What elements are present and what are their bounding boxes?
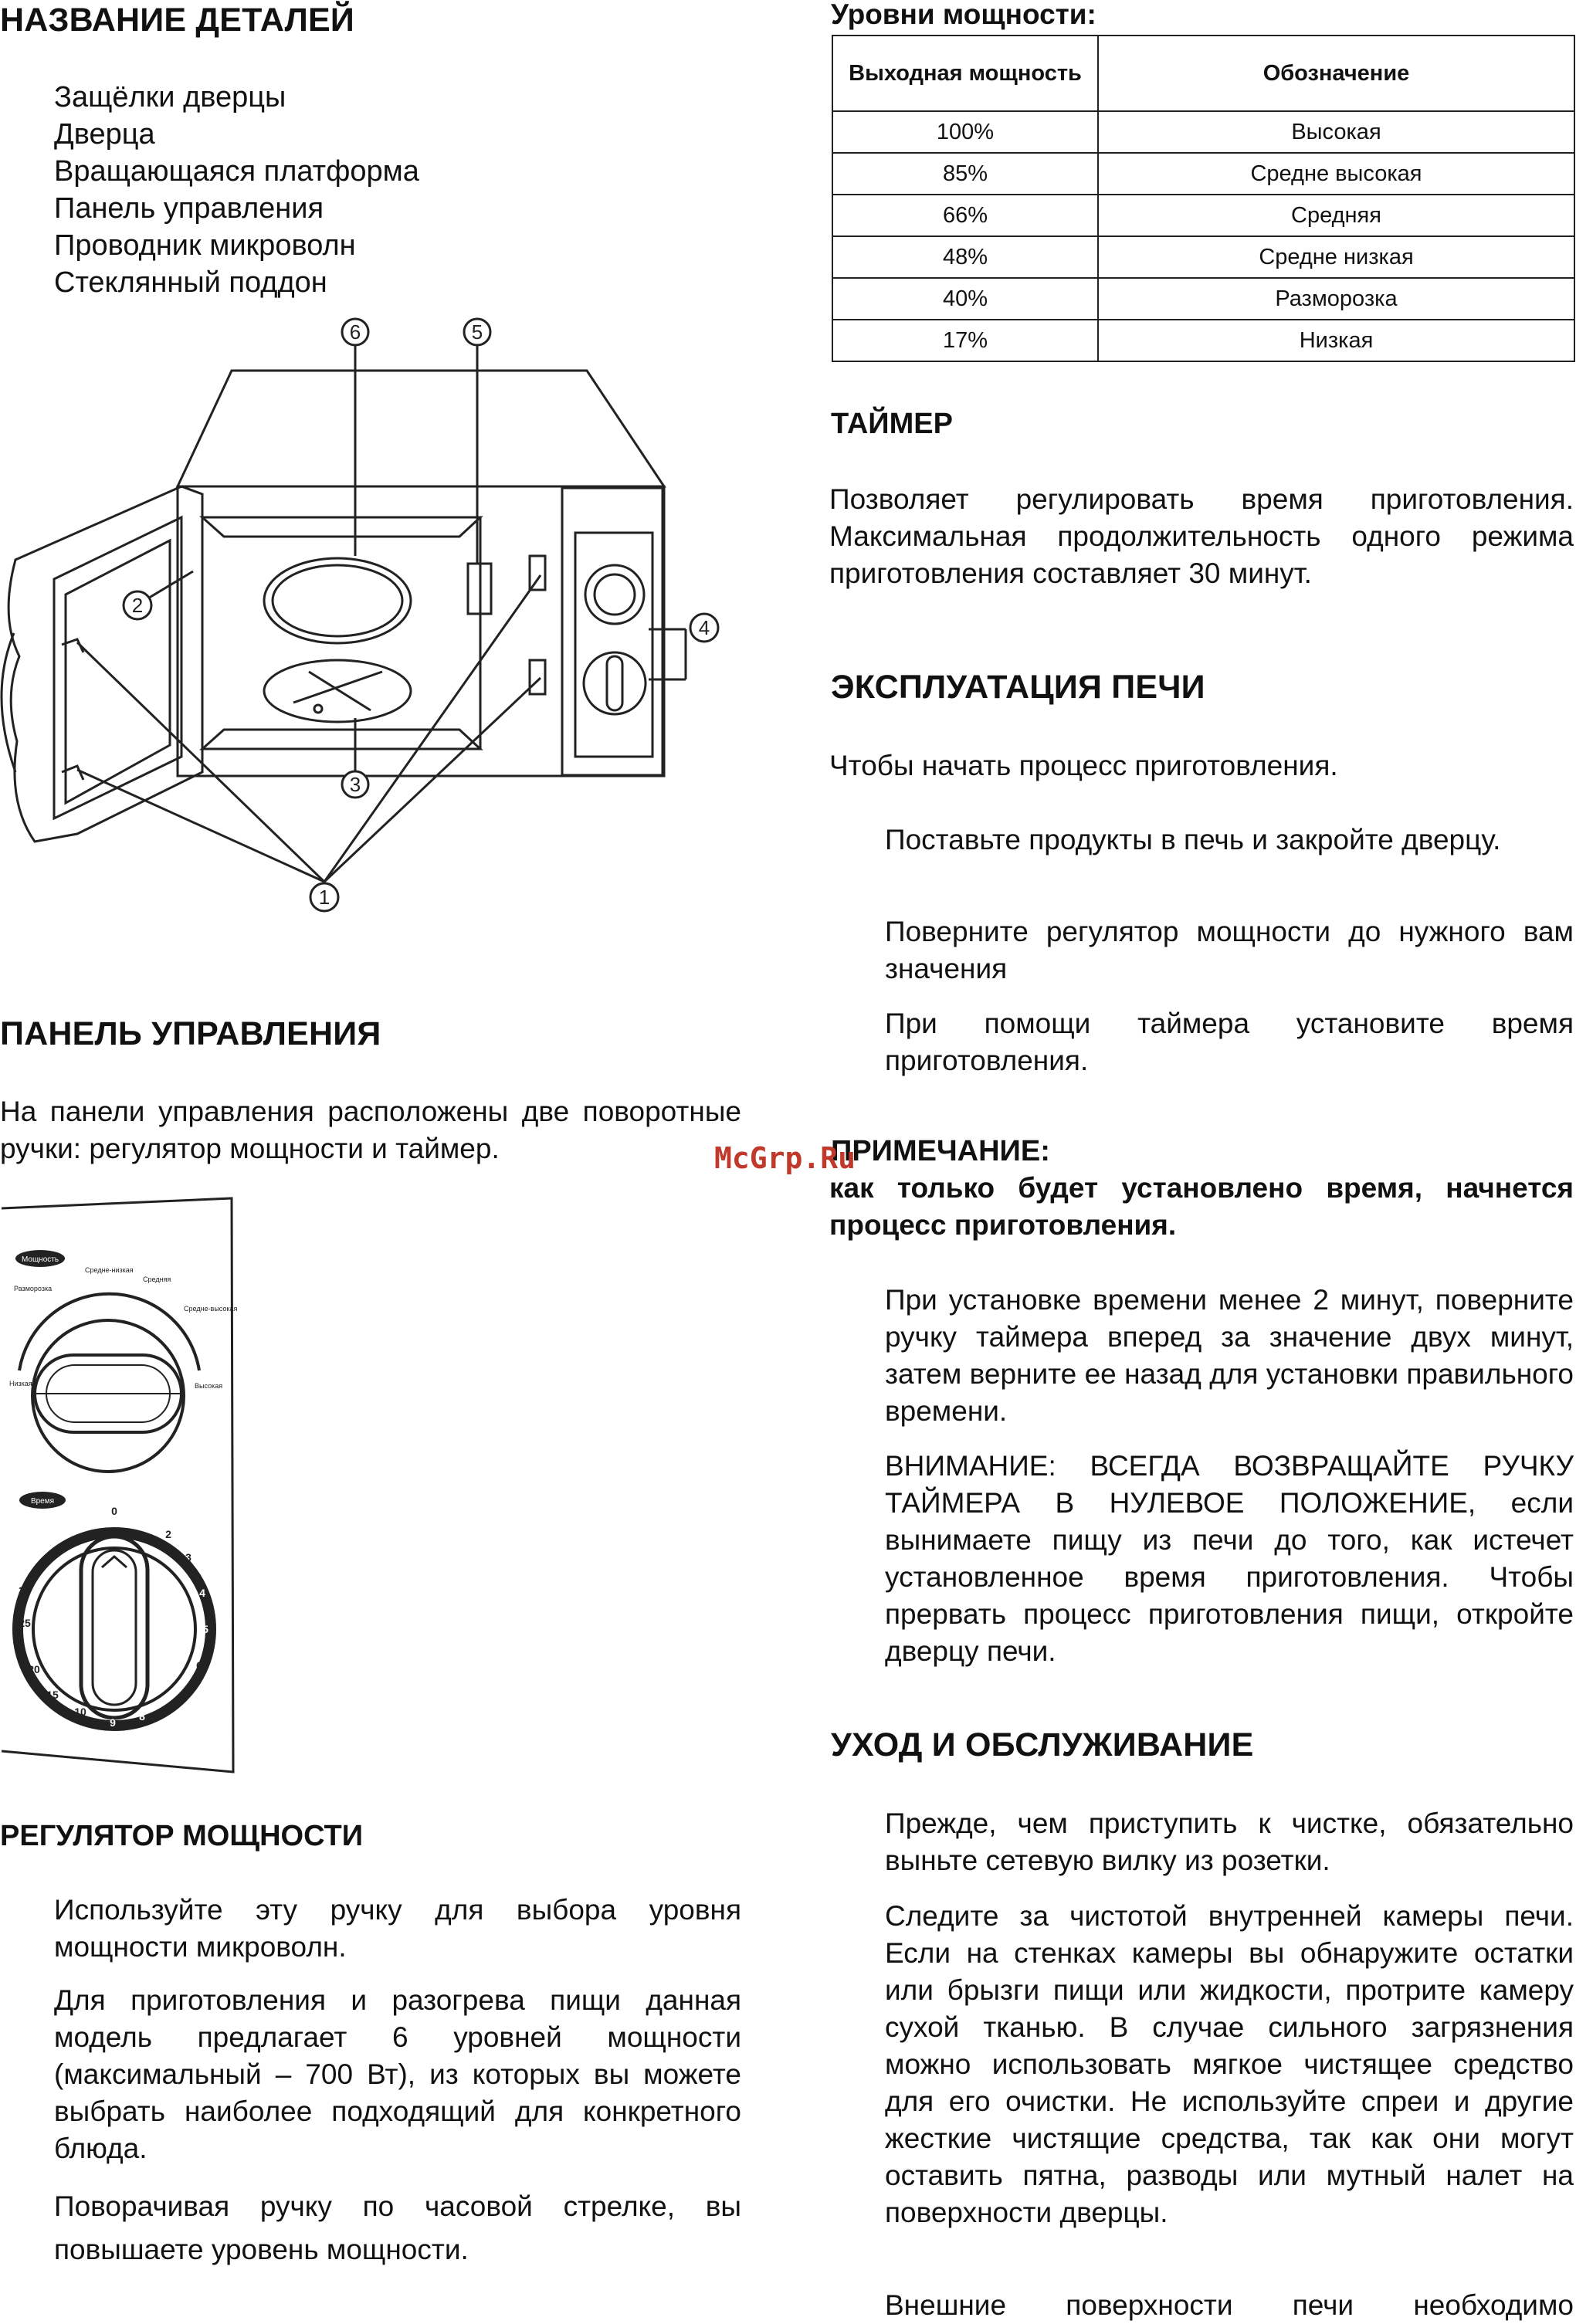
note-title: ПРИМЕЧАНИЕ: xyxy=(831,1135,1050,1167)
timer-text: Позволяет регулировать время приготовления. Максимальная продолжительность одного режима приготовления составляет 30 минут. xyxy=(829,483,1574,589)
timer-mark: 5 xyxy=(202,1623,208,1635)
operation-step-3: При помощи таймера установите время приготовления. xyxy=(885,1008,1574,1076)
table-row xyxy=(832,278,1574,320)
note-p1: При установке времени менее 2 минут, поверните ручку таймера вперед за значение двух минут, затем верните ее назад для установки правильного времени. xyxy=(885,1284,1574,1427)
timer-mark: 30 xyxy=(19,1584,31,1597)
label-5: 5 xyxy=(471,320,483,344)
timer-mark: 10 xyxy=(74,1706,86,1718)
cell-power: 40% xyxy=(832,278,1098,320)
timer-mark: 25 xyxy=(19,1617,31,1629)
power-level-label: Разморозка xyxy=(14,1285,53,1292)
power-level-label: Средняя xyxy=(143,1275,171,1283)
regulator-p2: Для приготовления и разогрева пищи данная модель предлагает 6 уровней мощности (максимальный – 700 Вт), из которых вы можете выбрать наиболее подходящий для конкретного блюда. xyxy=(54,1984,741,2164)
label-4: 4 xyxy=(698,616,710,639)
cell-power: 100% xyxy=(832,111,1098,153)
timer-badge: Время xyxy=(30,1497,55,1506)
timer-mark: 20 xyxy=(28,1663,40,1675)
power-table xyxy=(832,35,1575,362)
table-row xyxy=(832,320,1574,361)
timer-mark: 0 xyxy=(111,1505,117,1517)
timer-mark: 9 xyxy=(110,1716,116,1729)
list-item: Дверца xyxy=(54,118,155,151)
timer-mark: 8 xyxy=(139,1710,145,1723)
power-level-label: Низкая xyxy=(9,1380,32,1387)
table-row xyxy=(832,195,1574,236)
col-header-power: Выходная мощность xyxy=(832,36,1098,111)
cell-name: Средняя xyxy=(1098,195,1574,236)
table-row xyxy=(832,236,1574,278)
label-1: 1 xyxy=(318,886,330,909)
panel-text: На панели управления расположены две поворотные ручки: регулятор мощности и таймер. xyxy=(0,1096,741,1164)
list-item: Проводник микроволн xyxy=(54,229,356,262)
cell-power: 85% xyxy=(832,153,1098,195)
timer-title: ТАЙМЕР xyxy=(831,408,953,440)
operation-step-2: Поверните регулятор мощности до нужного вам значения xyxy=(885,916,1574,984)
timer-mark: 15 xyxy=(46,1689,59,1701)
cell-power: 66% xyxy=(832,195,1098,236)
timer-mark: 7 xyxy=(168,1689,175,1701)
label-3: 3 xyxy=(349,773,361,796)
operation-step-1: Поставьте продукты в печь и закройте дверцу. xyxy=(885,824,1501,855)
list-item: Защёлки дверцы xyxy=(54,81,286,113)
power-level-label: Средне-высокая xyxy=(184,1305,238,1313)
label-2: 2 xyxy=(131,594,144,617)
cell-name: Низкая xyxy=(1098,320,1574,361)
power-badge: Мощность xyxy=(21,1255,59,1264)
regulator-title: РЕГУЛЯТОР МОЩНОСТИ xyxy=(0,1820,364,1852)
table-row xyxy=(832,153,1574,195)
timer-mark: 3 xyxy=(185,1551,191,1563)
cell-power: 17% xyxy=(832,320,1098,361)
cell-name: Высокая xyxy=(1098,111,1574,153)
timer-mark: 4 xyxy=(199,1587,205,1599)
timer-mark: 6 xyxy=(196,1659,202,1672)
col-header-name: Обозначение xyxy=(1098,36,1574,111)
microwave-diagram xyxy=(0,309,741,927)
power-level-label: Средне-низкая xyxy=(85,1266,134,1274)
table-header-row xyxy=(832,36,1574,111)
care-title: УХОД И ОБСЛУЖИВАНИЕ xyxy=(831,1726,1254,1763)
note-text: как только будет установлено время, начнется процесс приготовления. xyxy=(829,1172,1574,1241)
list-item: Вращающаяся платформа xyxy=(54,155,419,188)
operation-title: ЭКСПЛУАТАЦИЯ ПЕЧИ xyxy=(831,669,1205,706)
watermark: McGrp.Ru xyxy=(714,1141,856,1175)
regulator-p3: Поворачивая ручку по часовой стрелке, вы повышаете уровень мощности. xyxy=(54,2190,741,2265)
cell-name: Средне низкая xyxy=(1098,236,1574,278)
list-item: Стеклянный поддон xyxy=(54,266,327,299)
operation-intro: Чтобы начать процесс приготовления. xyxy=(829,750,1338,781)
care-p1: Прежде, чем приступить к чистке, обязательно выньте сетевую вилку из розетки. xyxy=(885,1807,1574,1876)
care-p3: Внешние поверхности печи необходимо xyxy=(885,2289,1574,2321)
parts-list xyxy=(54,79,419,301)
power-level-label: Высокая xyxy=(195,1382,223,1390)
control-panel-figure xyxy=(0,1197,239,1776)
note-p2: ВНИМАНИЕ: ВСЕГДА ВОЗВРАЩАЙТЕ РУЧКУ ТАЙМЕРА В НУЛЕВОЕ ПОЛОЖЕНИЕ, если вынимаете пищу из печи до того, как истечет установленное время приготовления. Чтобы прервать процесс приготовления пищи, откройте дверцу печи. xyxy=(885,1450,1574,1667)
label-6: 6 xyxy=(349,320,361,344)
panel-title: ПАНЕЛЬ УПРАВЛЕНИЯ xyxy=(0,1015,381,1052)
regulator-p1: Используйте эту ручку для выбора уровня мощности микроволн. xyxy=(54,1894,741,1963)
care-p2: Следите за чистотой внутренней камеры печи. Если на стенках камеры вы обнаружите остатки или брызги пищи или жидкости, протрите камеру сухой тканью. В случае сильного загрязнения можно использовать мягкое чистящее средство для его очистки. Не используйте спреи и другие жесткие чистящие средства, так как они могут оставить пятна, разводы или мутный налет на поверхности дверцы. xyxy=(885,1900,1574,2228)
parts-title: НАЗВАНИЕ ДЕТАЛЕЙ xyxy=(0,2,355,39)
cell-name: Средне высокая xyxy=(1098,153,1574,195)
levels-title: Уровни мощности: xyxy=(831,0,1096,30)
timer-mark: 2 xyxy=(165,1528,171,1540)
table-row xyxy=(832,111,1574,153)
cell-power: 48% xyxy=(832,236,1098,278)
timer-mark: 1 xyxy=(139,1511,145,1523)
cell-name: Разморозка xyxy=(1098,278,1574,320)
list-item: Панель управления xyxy=(54,192,324,225)
